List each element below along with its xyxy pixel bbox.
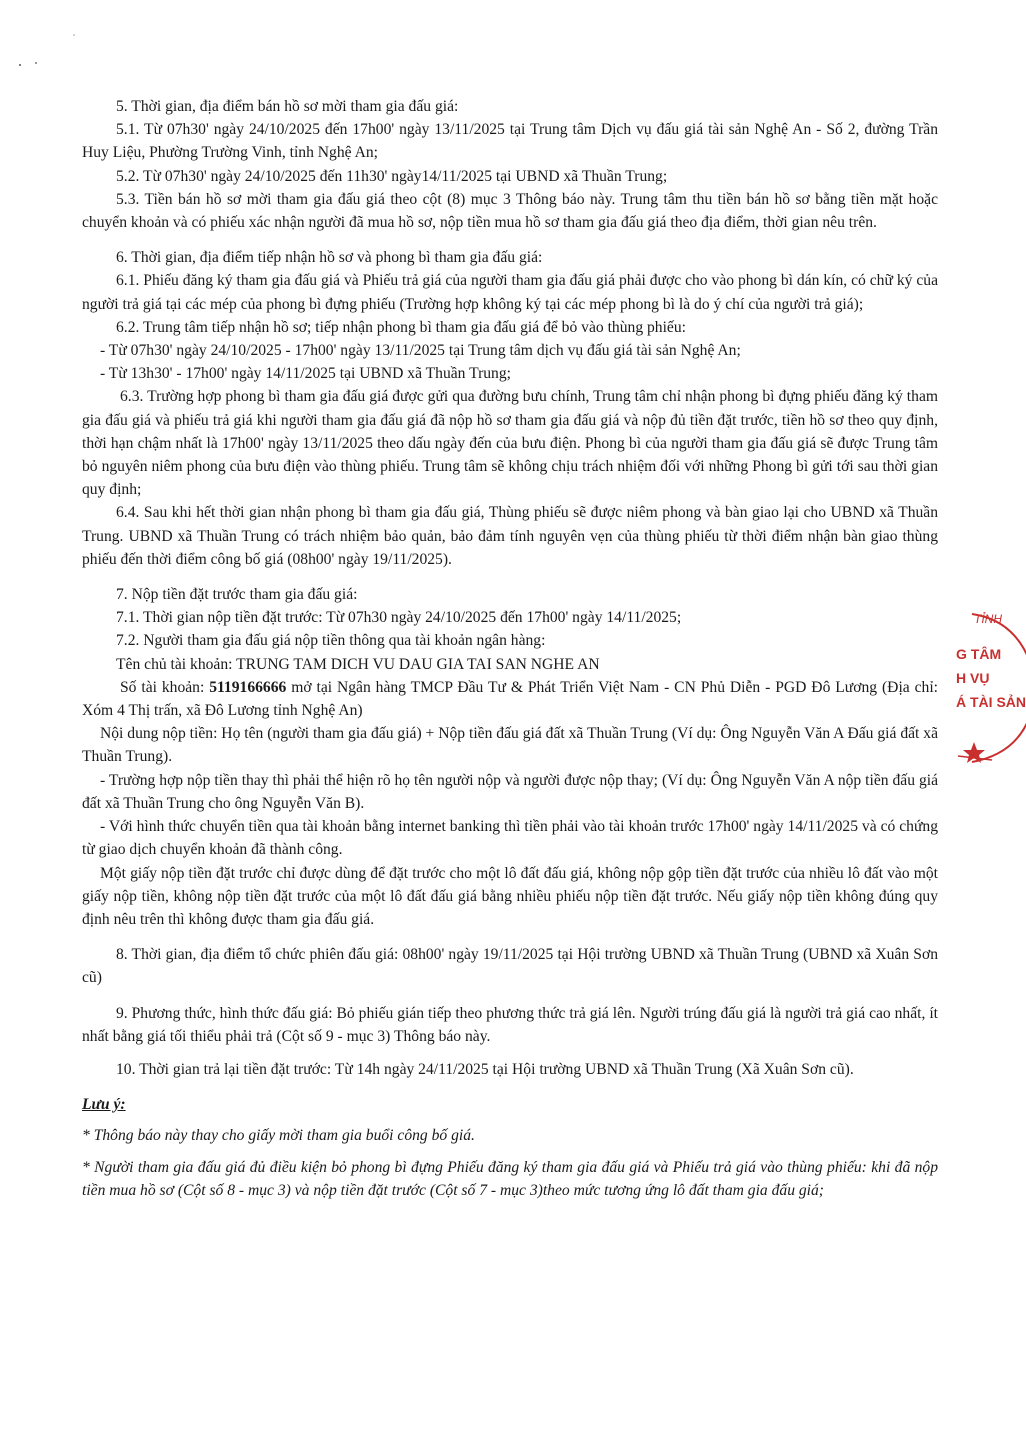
account-bank: mở tại Ngân hàng TMCP Đầu Tư & Phát Triển Việt Nam - CN Phủ Diễn - PGD Đô Lương (Địa chỉ: Xóm 4 Thị trấn, xã Đô Lương tỉnh Nghệ An) [82,678,938,720]
section-7-2: 7.2. Người tham gia đấu giá nộp tiền thông qua tài khoản ngân hàng: [116,632,546,650]
section-5-3: 5.3. Tiền bán hồ sơ mời tham gia đấu giá theo cột (8) mục 3 Thông báo này. Trung tâm thu tiền bán hồ sơ bằng tiền mặt hoặc chuyển khoản và có phiếu xác nhận người đã mua hồ sơ, nộp tiền mua hồ sơ tham gia đấu giá theo địa điểm, thời gian nêu trên. [82,190,938,232]
section-8: 8. Thời gian, địa điểm tổ chức phiên đấu giá: 08h00' ngày 19/11/2025 tại Hội trường UBND xã Thuần Trung (UBND xã Xuân Sơn cũ) [82,946,938,987]
account-holder: Tên chủ tài khoản: TRUNG TAM DICH VU DAU GIA TAI SAN NGHE AN [116,655,600,673]
section-7-title: 7. Nộp tiền đặt trước tham gia đấu giá: [116,586,358,604]
payment-content: Nội dung nộp tiền: Họ tên (người tham gia đấu giá) + Nộp tiền đấu giá đất xã Thuần Trung (Ví dụ: Ông Nguyễn Văn A Đấu giá đất xã Thuần Trung). [82,725,938,766]
payment-bullet-1: - Trường hợp nộp tiền thay thì phải thể hiện rõ họ tên người nộp và người được nộp thay; (Ví dụ: Ông Nguyễn Văn A nộp tiền đấu giá đất xã Thuần Trung cho ông Nguyễn Văn B). [82,771,938,812]
stamp-text-2: G TÂM [956,646,1002,662]
payment-bullet-2: - Với hình thức chuyển tiền qua tài khoản bằng internet banking thì tiền phải vào tài khoản trước 17h00' ngày 14/11/2025 và có chứng từ giao dịch chuyển khoản đã thành công. [82,818,938,859]
note-title: Lưu ý: [82,1096,126,1114]
section-10: 10. Thời gian trả lại tiền đặt trước: Từ 14h ngày 24/11/2025 tại Hội trường UBND xã Thuần Trung (Xã Xuân Sơn cũ). [116,1060,854,1078]
account-number: 5119166666 [209,678,287,696]
section-6-3: 6.3. Trường hợp phong bì tham gia đấu giá được gửi qua đường bưu chính, Trung tâm chỉ nhận phong bì đựng phiếu đăng ký tham gia đấu giá và phiếu trả giá khi người tham gia đấu giá đã nộp hồ sơ tham gia đấu giá và nộp đủ tiền đặt trước, tiền hồ sơ theo quy định, thời hạn chậm nhất là 17h00' ngày 13/11/2025 theo dấu ngày đến của bưu điện. Phong bì của người tham gia đấu giá sẽ được Trung tâm bỏ nguyên niêm phong của bưu điện vào thùng phiếu. Trung tâm sẽ không chịu trách nhiệm đối với những Phong bì gửi tới sau thời gian quy định; [82,388,938,499]
section-5-2: 5.2. Từ 07h30' ngày 24/10/2025 đến 11h30' ngày14/11/2025 tại UBND xã Thuần Trung; [116,167,668,185]
scan-specks [18,55,98,75]
account-number-line [82,676,938,722]
note-2: * Người tham gia đấu giá đủ điều kiện bỏ phong bì đựng Phiếu đăng ký tham gia đấu giá và Phiếu trả giá vào thùng phiếu: khi đã nộp tiền mua hồ sơ (Cột số 8 - mục 3) và nộp tiền đặt trước (Cột số 7 - mục 3)theo mức tương ứng lô đất tham gia đấu giá; [82,1158,938,1199]
section-6-2-a: - Từ 07h30' ngày 24/10/2025 - 17h00' ngày 13/11/2025 tại Trung tâm dịch vụ đấu giá tài sản Nghệ An; [100,342,741,360]
section-9: 9. Phương thức, hình thức đấu giá: Bỏ phiếu gián tiếp theo phương thức trả giá lên. Người trúng đấu giá là người trả giá cao nhất, ít nhất bằng giá tối thiểu phải trả (Cột số 9 - mục 3) Thông báo này. [82,1004,938,1045]
section-5-title: 5. Thời gian, địa điểm bán hồ sơ mời tham gia đấu giá: [116,98,459,115]
section-6-1: 6.1. Phiếu đăng ký tham gia đấu giá và Phiếu trả giá của người tham gia đấu giá phải được cho vào phong bì dán kín, có chữ ký của người trả giá tại các mép của phong bì đựng phiếu (Trường hợp không ký tại các mép phong bì là do ý chí của người trả giá); [82,272,938,313]
stamp-text-3: H VỤ [956,670,990,686]
note-1: * Thông báo này thay cho giấy mời tham gia buổi công bố giá. [82,1127,475,1145]
stamp-text-1: TỈNH [974,612,1002,626]
document-body [82,95,938,1202]
section-5-1: 5.1. Từ 07h30' ngày 24/10/2025 đến 17h00' ngày 13/11/2025 tại Trung tâm Dịch vụ đấu giá tài sản Nghệ An - Số 2, đường Trần Huy Liệu, Phường Trường Vinh, tỉnh Nghệ An; [82,121,938,162]
section-6-2-b: - Từ 13h30' - 17h00' ngày 14/11/2025 tại UBND xã Thuần Trung; [100,365,511,383]
section-6-2: 6.2. Trung tâm tiếp nhận hồ sơ; tiếp nhận phong bì tham gia đấu giá để bỏ vào thùng phiếu: [116,318,686,336]
section-6-title: 6. Thời gian, địa điểm tiếp nhận hồ sơ và phong bì tham gia đấu giá: [116,249,543,267]
section-7-1: 7.1. Thời gian nộp tiền đặt trước: Từ 07h30 ngày 24/10/2025 đến 17h00' ngày 14/11/2025; [116,609,682,627]
section-7-3: Một giấy nộp tiền đặt trước chỉ được dùng để đặt trước cho một lô đất đấu giá, không nộp gộp tiền đặt trước của nhiều lô đất vào một giấy nộp tiền, không nộp tiền đặt trước của một lô đất đấu giá bằng nhiều phiếu nộp tiền đặt trước. Nếu giấy nộp tiền không đúng quy định nêu trên thì không được tham gia đấu giá. [82,864,938,928]
account-number-label: Số tài khoản: [120,678,210,696]
stamp-text-4: Á TÀI SẢN [956,694,1026,710]
section-6-4: 6.4. Sau khi hết thời gian nhận phong bì tham gia đấu giá, Thùng phiếu sẽ được niêm phong và bàn giao lại cho UBND xã Thuần Trung. UBND xã Thuần Trung có trách nhiệm bảo quản, bảo đảm tính nguyên vẹn của thùng phiếu từ thời điểm nhận bàn giao thùng phiếu đến thời điểm công bố giá (08h00' ngày 19/11/2025). [82,504,938,568]
red-stamp [952,606,1026,766]
